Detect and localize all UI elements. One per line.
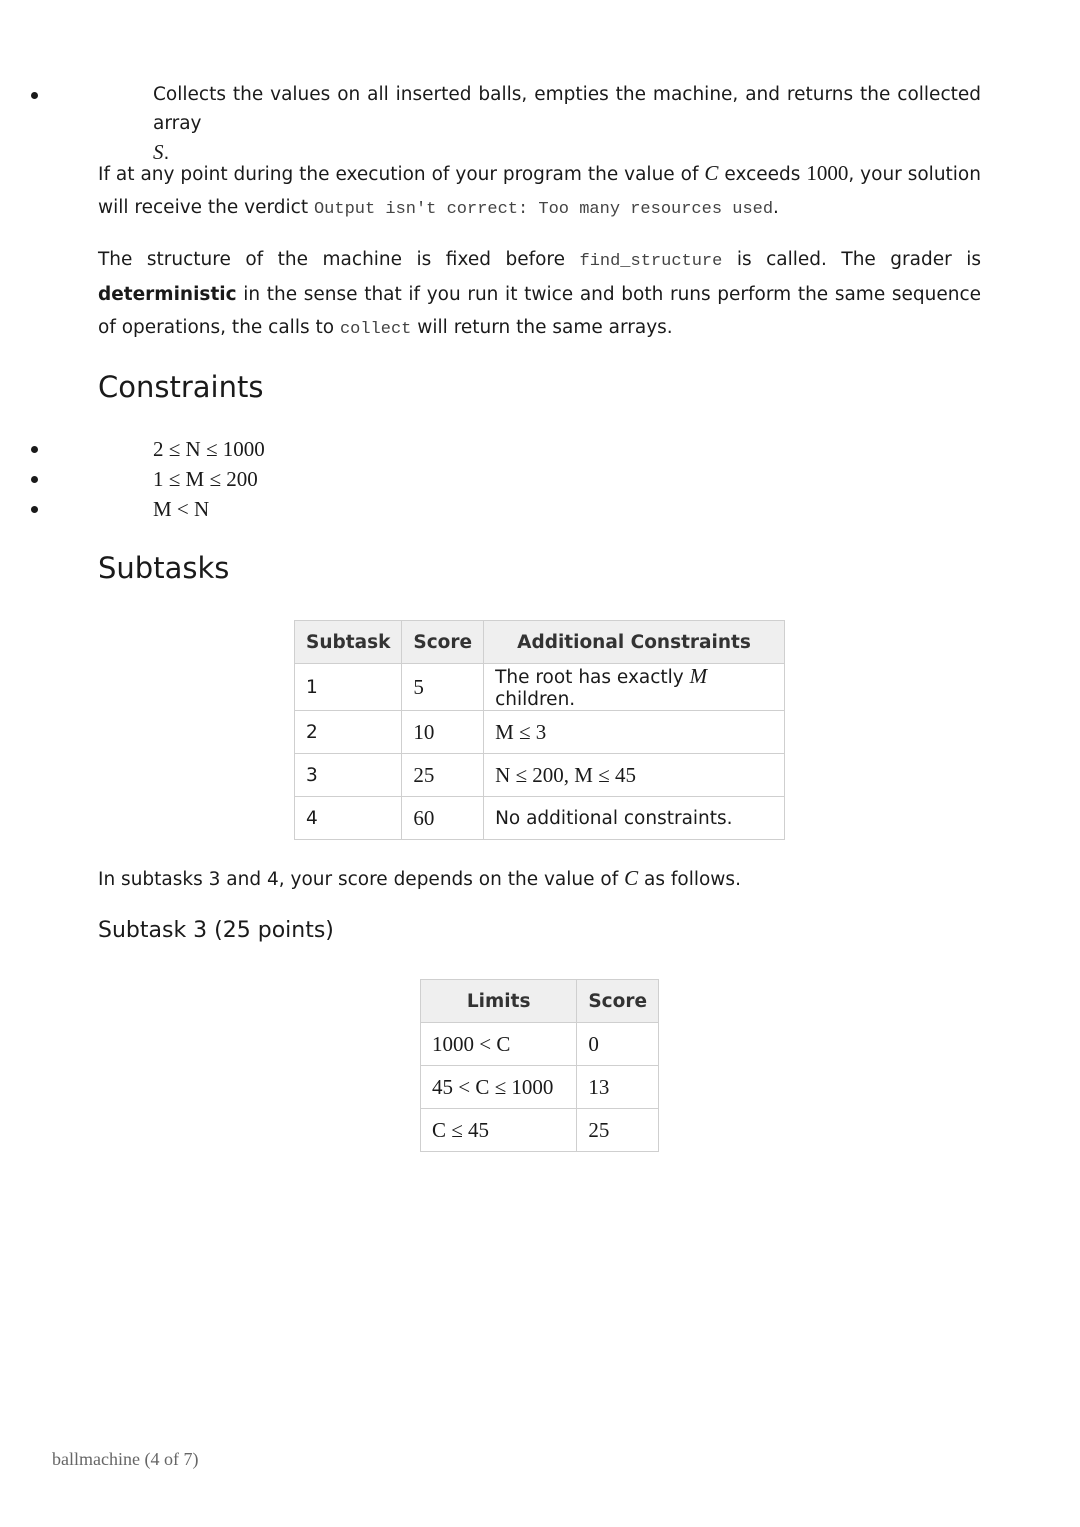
paragraph-resource-limit [98, 157, 981, 226]
score-note-text-a: In subtasks 3 and 4, your score depends on the value of [98, 869, 619, 890]
collect-code: collect [339, 320, 412, 339]
subtask-constraint: N ≤ 200, M ≤ 45 [484, 754, 785, 797]
subtask3-heading: Subtask 3 (25 points) [98, 918, 334, 943]
header-additional-constraints: Additional Constraints [484, 621, 785, 664]
verdict-code: Output isn't correct: Too many resources used [313, 200, 774, 219]
page-footer: ballmachine (4 of 7) [52, 1449, 199, 1469]
constraint-n: 2 ≤ N ≤ 1000 [0, 434, 600, 464]
constraint-m-lt-n: M < N [0, 494, 600, 524]
var-c: C [704, 161, 719, 185]
para2-text-a: The structure of the machine is fixed before [98, 249, 565, 270]
score-note [98, 862, 981, 896]
limit-cell: 1000 < C [421, 1023, 577, 1066]
para2-text-b: is called. The grader is [736, 249, 981, 270]
para1-text-c: , your solution will receive the verdict [98, 164, 981, 218]
para2-text-c: in the sense that if you run it twice and both runs perform the same sequence of operations, the calls to [98, 284, 981, 338]
para2-text-d: will return the same arrays. [417, 317, 673, 338]
constraint-text-end: children. [495, 689, 576, 710]
subtask-constraint: M ≤ 3 [484, 711, 785, 754]
limit-cell: C ≤ 45 [421, 1109, 577, 1152]
subtask-score: 5 [402, 664, 484, 711]
var-s: S [153, 140, 164, 164]
subtask-id: 4 [295, 797, 402, 840]
para1-text-b: exceeds [724, 164, 801, 185]
subtask-score: 25 [402, 754, 484, 797]
header-score: Score [402, 621, 484, 664]
header-subtask: Subtask [295, 621, 402, 664]
constraint-text: The root has exactly [495, 667, 684, 688]
table-row [421, 1066, 659, 1109]
period: . [163, 143, 170, 164]
intro-bullet [0, 80, 981, 168]
subtasks-table [294, 620, 785, 840]
subtask-score: 60 [402, 797, 484, 840]
constraints-heading: Constraints [98, 370, 264, 404]
table-header-row [295, 621, 785, 664]
constraints-list [0, 434, 600, 524]
subtask-constraint [484, 664, 785, 711]
header-limits: Limits [421, 980, 577, 1023]
subtask-score: 10 [402, 711, 484, 754]
table-row [295, 754, 785, 797]
para1-text-a: If at any point during the execution of your program the value of [98, 164, 699, 185]
paragraph-determinism [98, 243, 981, 346]
var-c: C [624, 866, 639, 890]
intro-bullet-text: Collects the values on all inserted balls, empties the machine, and returns the collected array [153, 84, 981, 134]
var-m: M [689, 664, 708, 688]
find-structure-code: find_structure [579, 252, 723, 271]
subtask-id: 2 [295, 711, 402, 754]
subtasks-heading: Subtasks [98, 551, 230, 585]
table-row [295, 664, 785, 711]
limit-cell: 45 < C ≤ 1000 [421, 1066, 577, 1109]
intro-bullet-list [98, 80, 981, 168]
table-header-row [421, 980, 659, 1023]
table-row [421, 1023, 659, 1066]
constraint-m: 1 ≤ M ≤ 200 [0, 464, 600, 494]
subtask-constraint: No additional constraints. [484, 797, 785, 840]
header-score: Score [577, 980, 659, 1023]
subtask-id: 3 [295, 754, 402, 797]
table-row [421, 1109, 659, 1152]
table-row [295, 711, 785, 754]
score-cell: 25 [577, 1109, 659, 1152]
score-cell: 13 [577, 1066, 659, 1109]
score-cell: 0 [577, 1023, 659, 1066]
subtask-id: 1 [295, 664, 402, 711]
limit-1000: 1000 [806, 161, 849, 185]
para1-period: . [773, 197, 779, 218]
subtask3-scoring-table [420, 979, 659, 1152]
deterministic-bold: deterministic [98, 284, 237, 305]
score-note-text-b: as follows. [644, 869, 741, 890]
table-row [295, 797, 785, 840]
